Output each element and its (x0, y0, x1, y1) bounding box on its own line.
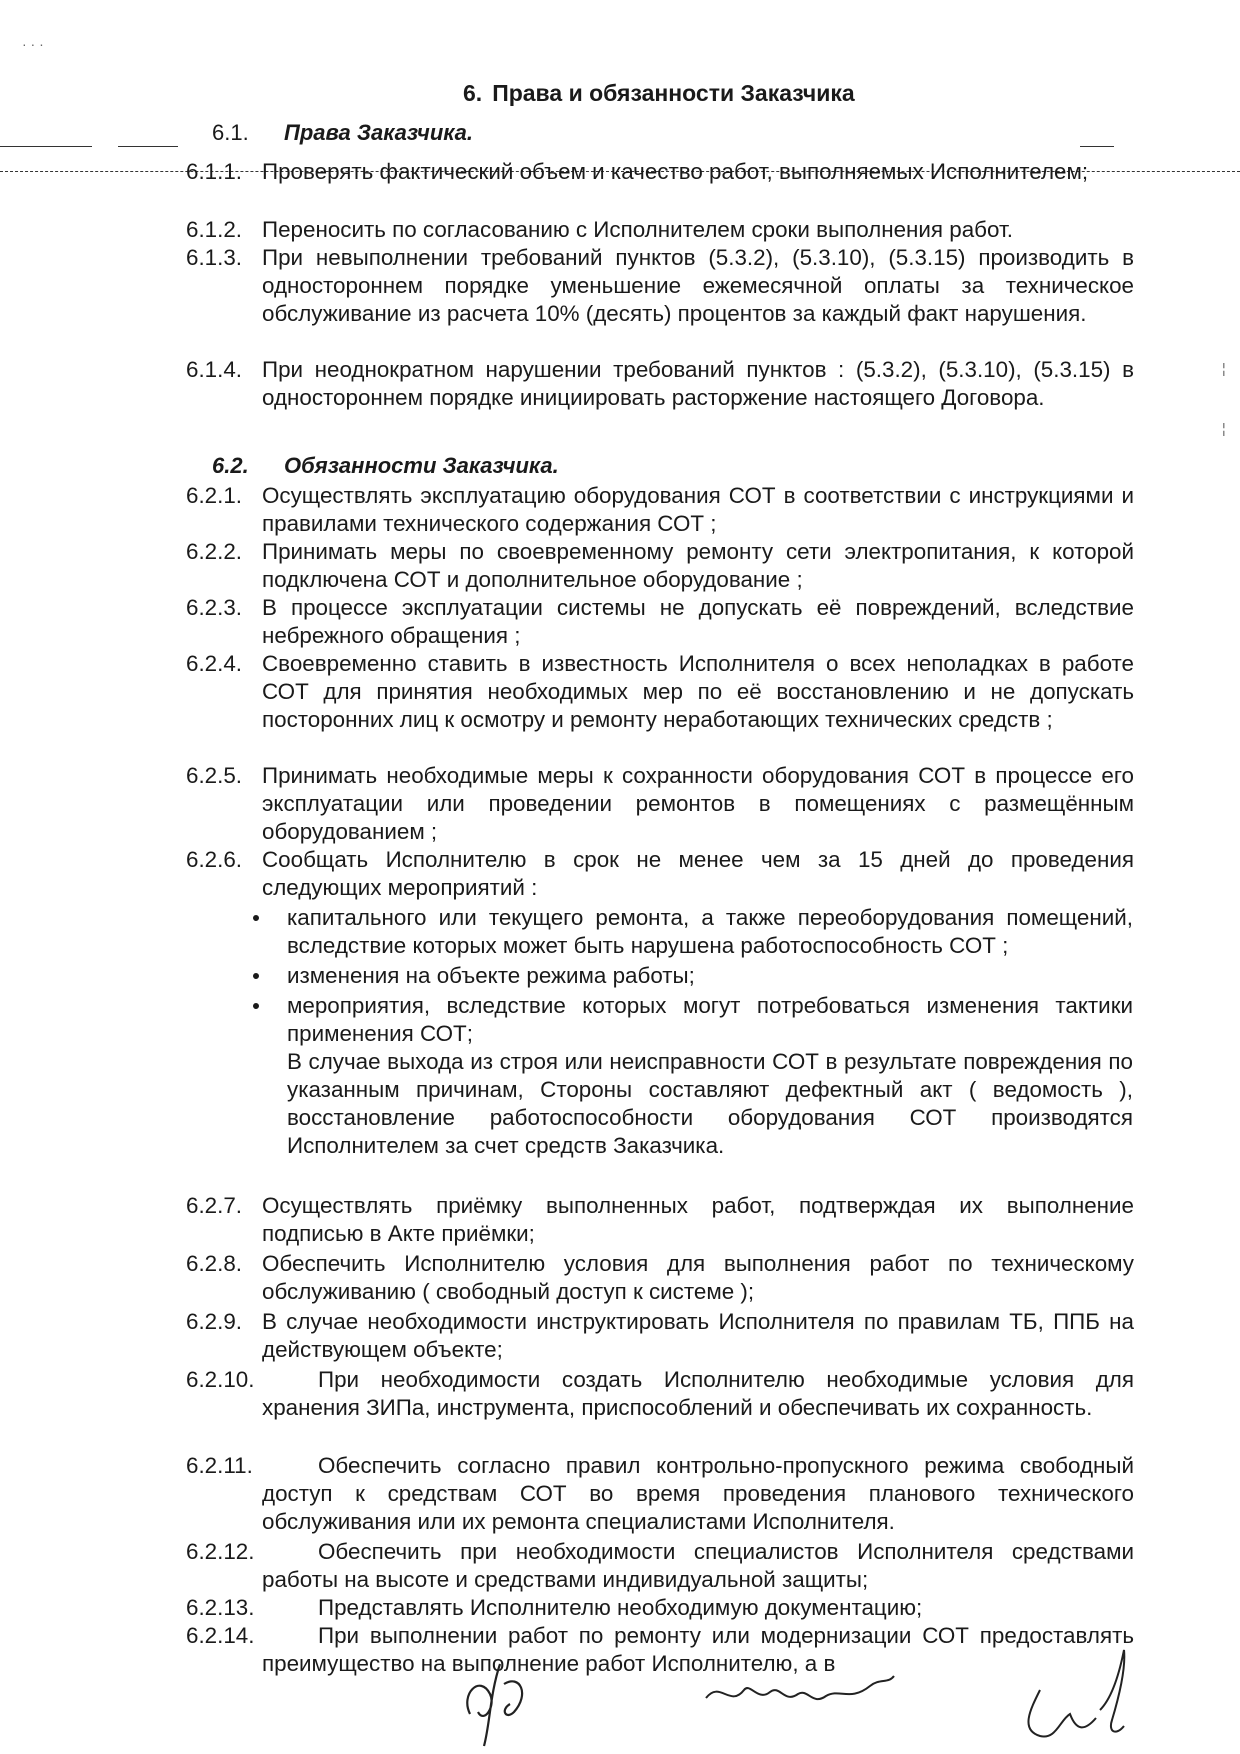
item-text: В процессе эксплуатации системы не допускать её повреждений, вследствие небрежного обращения ; (262, 595, 1134, 648)
bullet-list (245, 904, 1133, 1160)
item-number: 6.2.5. (186, 763, 243, 788)
list-item (186, 538, 1134, 594)
section-heading (463, 80, 855, 107)
signature-area (0, 1640, 1240, 1754)
list-item (186, 244, 1134, 328)
item-text: Обеспечить согласно правил контрольно-пропускного режима свободный доступ к средствам СОТ во время проведения планового технического обслуживания или их ремонта специалистами Исполнителя. (262, 1453, 1134, 1534)
item-text: При неоднократном нарушении требований пунктов : (5.3.2), (5.3.10), (5.3.15) в одностороннем порядке инициировать расторжение настоящего Договора. (262, 357, 1134, 410)
item-number: 6.2.8. (186, 1251, 243, 1276)
rights-title: Права Заказчика. (284, 120, 474, 145)
item-number: 6.2.3. (186, 595, 243, 620)
list-item (186, 356, 1134, 412)
list-item (186, 482, 1134, 538)
item-number: 6.1.4. (186, 357, 243, 382)
signature-3 (1000, 1640, 1150, 1750)
list-item (186, 1452, 1134, 1536)
item-text: При выполнении работ по ремонту или модернизации СОТ предоставлять преимущество на выполнение работ Исполнителю, а в (262, 1623, 1134, 1676)
duties-number: 6.2. (212, 453, 249, 478)
list-item (186, 1366, 1134, 1422)
item-text: При невыполнении требований пунктов (5.3.2), (5.3.10), (5.3.15) производить в одностороннем порядке уменьшение ежемесячной оплаты за техническое обслуживание из расчета 10% (десять) процентов за каждый факт нарушения. (262, 245, 1134, 326)
duties-title: Обязанности Заказчика. (284, 453, 559, 478)
item-text: Своевременно ставить в известность Исполнителя о всех неполадках в работе СОТ для принятия необходимых мер по её восстановлению и не допускать посторонних лиц к осмотру и ремонту неработающих технических средств ; (262, 651, 1134, 732)
list-item (186, 1538, 1134, 1594)
item-number: 6.2.7. (186, 1193, 243, 1218)
bullet-note: В случае выхода из строя или неисправности СОТ в результате повреждения по указанным причинам, Стороны составляют дефектный акт ( ведомость ), восстановление работоспособности оборудования СОТ производятся Исполнителем за счет средств Заказчика. (287, 1049, 1133, 1158)
item-text: Представлять Исполнителю необходимую документацию; (318, 1595, 923, 1620)
rights-heading (212, 120, 473, 146)
item-number: 6.2.2. (186, 539, 243, 564)
item-number: 6.2.6. (186, 847, 243, 872)
list-item (186, 1594, 1134, 1622)
item-text: В случае необходимости инструктировать Исполнителя по правилам ТБ, ППБ на действующем объекте; (262, 1309, 1134, 1362)
item-number: 6.2.13. (186, 1595, 255, 1620)
item-number: 6.2.9. (186, 1309, 243, 1334)
bullet-item: мероприятия, вследствие которых могут потребоваться изменения тактики применения СОТ; (287, 993, 1133, 1046)
item-number: 6.2.4. (186, 651, 243, 676)
scan-rule-right (1080, 146, 1114, 147)
item-number: 6.2.11. (186, 1453, 253, 1478)
list-item (186, 1308, 1134, 1364)
list-item (186, 158, 1134, 186)
scan-speck: ¦ (1222, 360, 1226, 376)
list-item (186, 216, 1134, 244)
list-item (186, 846, 1134, 902)
item-text: Осуществлять приёмку выполненных работ, подтверждая их выполнение подписью в Акте приёмки; (262, 1193, 1134, 1246)
item-text: Принимать меры по своевременному ремонту сети электропитания, к которой подключена СОТ и дополнительное оборудование ; (262, 539, 1134, 592)
item-number: 6.1.3. (186, 245, 243, 270)
rights-number: 6.1. (212, 120, 249, 145)
item-text: Обеспечить при необходимости специалистов Исполнителя средствами работы на высоте и средствами индивидуальной защиты; (262, 1539, 1134, 1592)
bullet-item: капитального или текущего ремонта, а также переоборудования помещений, вследствие которых может быть нарушена работоспособность СОТ ; (287, 905, 1133, 958)
section-title: Права и обязанности Заказчика (492, 80, 855, 106)
item-number: 6.2.1. (186, 483, 243, 508)
scan-speck: ¦ (1222, 420, 1226, 436)
section-number: 6. (463, 80, 483, 106)
list-item (186, 594, 1134, 650)
duties-heading (212, 453, 559, 479)
scan-rule-left-1 (0, 146, 92, 147)
item-number: 6.1.1. (186, 159, 243, 184)
item-number: 6.2.14. (186, 1623, 255, 1648)
list-item (186, 1192, 1134, 1248)
item-number: 6.2.10. (186, 1367, 255, 1392)
item-text: Сообщать Исполнителю в срок не менее чем за 15 дней до проведения следующих мероприятий : (262, 847, 1134, 900)
bullet-item: изменения на объекте режима работы; (287, 962, 1133, 990)
list-item (186, 762, 1134, 846)
list-item (186, 1250, 1134, 1306)
item-text: Обеспечить Исполнителю условия для выполнения работ по техническому обслуживанию ( свободный доступ к системе ); (262, 1251, 1134, 1304)
signature-1 (460, 1654, 540, 1750)
item-number: 6.1.2. (186, 217, 243, 242)
scan-speck: · · · (22, 36, 44, 52)
item-text: Проверять фактический объем и качество работ, выполняемых Исполнителем; (262, 159, 1089, 184)
list-item (186, 650, 1134, 734)
item-text: Принимать необходимые меры к сохранности оборудования СОТ в процессе его эксплуатации или проведении ремонтов в помещениях с размещённым оборудованием ; (262, 763, 1134, 844)
item-text: Осуществлять эксплуатацию оборудования СОТ в соответствии с инструкциями и правилами технического содержания СОТ ; (262, 483, 1134, 536)
item-text: При необходимости создать Исполнителю необходимые условия для хранения ЗИПа, инструмента, приспособлений и обеспечивать их сохранность. (262, 1367, 1134, 1420)
item-text: Переносить по согласованию с Исполнителем сроки выполнения работ. (262, 217, 1013, 242)
signature-2 (700, 1668, 900, 1718)
scan-rule-left-2 (118, 146, 178, 147)
item-number: 6.2.12. (186, 1539, 255, 1564)
